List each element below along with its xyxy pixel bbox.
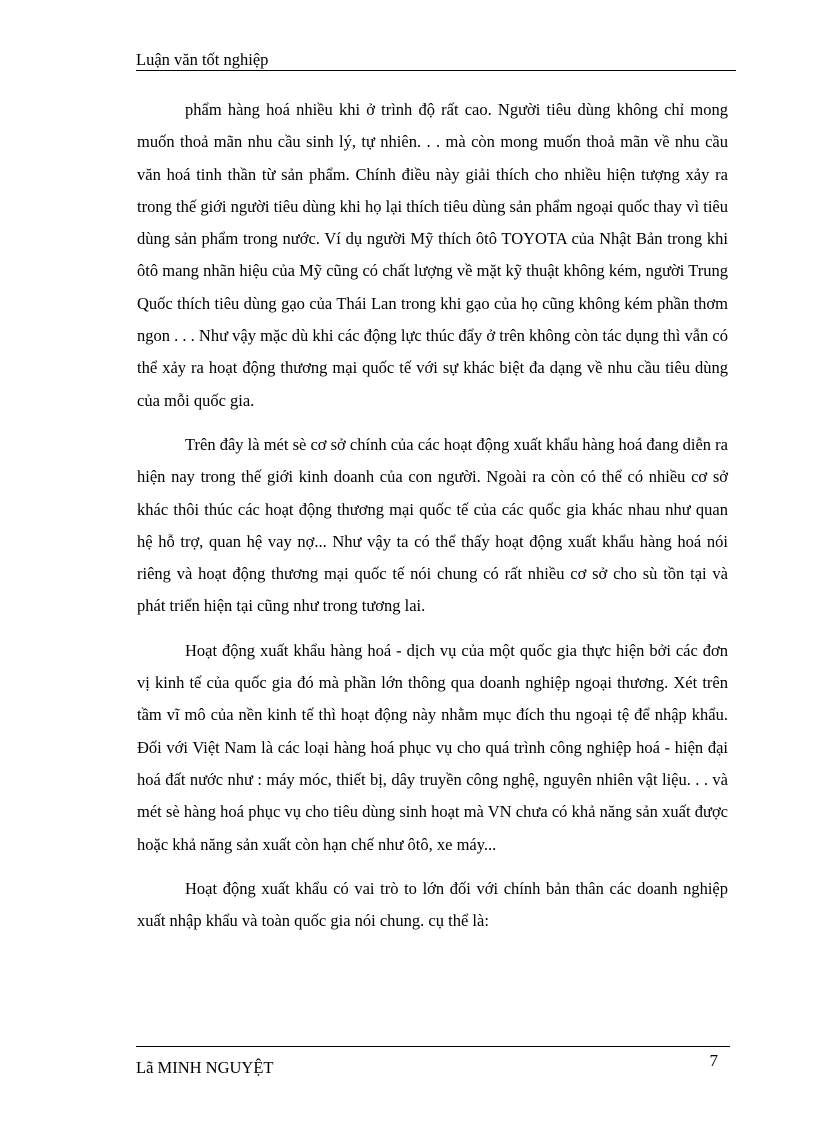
body-paragraph-2: Trên đây là mét sè cơ sở chính của các hoạt động xuất khẩu hàng hoá đang diễn ra hiện nay trong thế giới kinh doanh của con người. Ngoài ra còn có thể có nhiều cơ sở khác thôi thúc các hoạt động thương mại quốc tế của các quốc gia khác nhau như quan hệ hỗ trợ, quan hệ vay nợ... Như vậy ta có thể thấy hoạt động xuất khẩu hàng hoá nói riêng và hoạt động thương mại quốc tế nói chung có rất nhiều cơ sở cho sù tồn tại và phát triển hiện tại cũng như trong tương lai. [137,434,728,616]
footer-author: Lã MINH NGUYỆT [136,1058,274,1077]
body-paragraph-1: phẩm hàng hoá nhiều khi ở trình độ rất cao. Người tiêu dùng không chỉ mong muốn thoả mãn nhu cầu sinh lý, tự nhiên. . . mà còn mong muốn thoả mãn về nhu cầu văn hoá tinh thần từ sản phẩm. Chính điều này giải thích cho nhiều hiện tượng xảy ra trong thế giới người tiêu dùng khi họ lại thích tiêu dùng sản phẩm ngoại quốc thay vì tiêu dùng sản phẩm trong nước. Ví dụ người Mỹ thích ôtô TOYOTA của Nhật Bản trong khi ôtô mang nhãn hiệu của Mỹ cũng có chất lượng về mặt kỹ thuật không kém, người Trung Quốc thích tiêu dùng gạo của Thái Lan trong khi gạo của họ cũng không kém phần thơm ngon . . . Như vậy mặc dù khi các động lực thúc đẩy ở trên không còn tác dụng thì vẫn có thể xảy ra hoạt động thương mại quốc tế với sự khác biệt đa dạng về nhu cầu tiêu dùng của mỗi quốc gia. [137,100,728,410]
body-paragraph-3: Hoạt động xuất khẩu hàng hoá - dịch vụ của một quốc gia thực hiện bởi các đơn vị kinh tế của quốc gia đó mà phần lớn thông qua doanh nghiệp ngoại thương. Xét trên tầm vĩ mô của nền kinh tế thì hoạt động này nhằm mục đích thu ngoại tệ để nhập khẩu. Đối với Việt Nam là các loại hàng hoá phục vụ cho quá trình công nghiệp hoá - hiện đại hoá đất nước như : máy móc, thiết bị, dây truyền công nghệ, nguyên nhiên vật liệu. . . và mét sè hàng hoá phục vụ cho tiêu dùng sinh hoạt mà VN chưa có khả năng sản xuất được hoặc khả năng sản xuất còn hạn chế như ôtô, xe máy... [137,640,728,854]
page-header [136,50,736,71]
document-body [137,94,728,937]
page-number: 7 [709,1051,718,1070]
header-title: Luận văn tốt nghiệp [136,50,269,69]
page-footer [136,1046,730,1077]
body-paragraph-4: Hoạt động xuất khẩu có vai trò to lớn đối với chính bản thân các doanh nghiệp xuất nhập khẩu và toàn quốc gia nói chung. cụ thể là: [137,878,728,931]
